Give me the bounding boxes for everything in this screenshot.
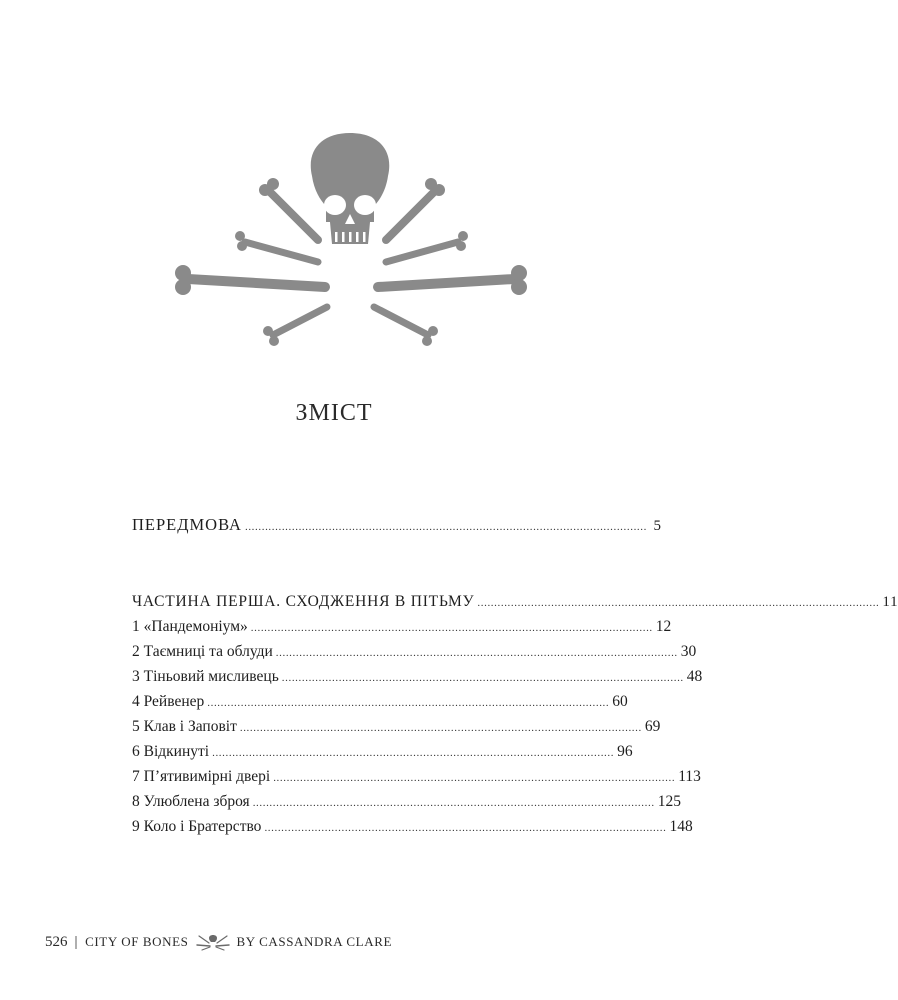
dot-leader: ........................................................................................................................ xyxy=(273,772,676,784)
toc-entry-page: 12 xyxy=(655,618,672,635)
toc-entry-label: 2 Таємниці та облуди xyxy=(132,643,273,660)
toc-entry-page: 69 xyxy=(644,718,661,735)
page-title: ЗМІСТ xyxy=(295,400,373,426)
dot-leader: ........................................................................................................................ xyxy=(207,697,610,709)
toc-entry-page: 113 xyxy=(678,768,701,785)
table-of-contents xyxy=(132,515,898,843)
toc-entry-page: 48 xyxy=(686,668,703,685)
toc-entry-chapter[interactable] xyxy=(132,718,661,743)
toc-entry-label: ПЕРЕДМОВА xyxy=(132,515,242,534)
toc-entry-label: 3 Тіньовий мисливець xyxy=(132,668,279,685)
dot-leader: ........................................................................................................................ xyxy=(239,722,642,734)
dot-leader: ........................................................................................................................ xyxy=(275,647,678,659)
toc-entry-chapter[interactable] xyxy=(132,818,693,843)
toc-entry-chapter[interactable] xyxy=(132,668,703,693)
toc-entry-page: 11 xyxy=(882,594,898,610)
dot-leader: ........................................................................................................................ xyxy=(281,672,684,684)
toc-entry-page: 60 xyxy=(612,693,628,710)
toc-entry-page: 125 xyxy=(657,793,681,810)
dot-leader: ........................................................................................................................ xyxy=(477,597,880,609)
toc-entry-label: 8 Улюблена зброя xyxy=(132,793,250,810)
dot-leader: ........................................................................................................................ xyxy=(252,797,655,809)
toc-entry-label: 7 П’ятивимірні двері xyxy=(132,768,271,785)
toc-entry-chapter[interactable] xyxy=(132,643,697,668)
page-number: 526 xyxy=(45,933,68,950)
toc-entry-part[interactable] xyxy=(132,593,898,618)
toc-entry-page: 5 xyxy=(653,518,662,534)
toc-entry-chapter[interactable] xyxy=(132,693,628,718)
toc-entry-label: 5 Клав і Заповіт xyxy=(132,718,237,735)
small-skull-icon xyxy=(195,932,231,952)
page-footer xyxy=(45,932,392,952)
book-title: CITY OF BONES xyxy=(85,934,189,949)
toc-entry-label: ЧАСТИНА ПЕРША. СХОДЖЕННЯ В ПІТЬМУ xyxy=(132,593,475,610)
dot-leader: ........................................................................................................................ xyxy=(244,521,647,533)
book-author: BY CASSANDRA CLARE xyxy=(236,934,393,949)
dot-leader: ........................................................................................................................ xyxy=(212,747,615,759)
skull-and-bones-icon xyxy=(0,0,668,400)
dot-leader: ........................................................................................................................ xyxy=(264,822,667,834)
toc-entry-chapter[interactable] xyxy=(132,793,681,818)
toc-entry-label: 6 Відкинуті xyxy=(132,743,210,760)
dot-leader: ........................................................................................................................ xyxy=(250,622,653,634)
footer-separator: | xyxy=(74,933,79,950)
toc-entry-chapter[interactable] xyxy=(132,743,633,768)
toc-entry-label: 4 Рейвенер xyxy=(132,693,205,710)
toc-entry-label: 9 Коло і Братерство xyxy=(132,818,262,835)
toc-entry-label: 1 «Пандемоніум» xyxy=(132,618,248,635)
toc-entry-page: 30 xyxy=(680,643,697,660)
toc-entry-page: 148 xyxy=(669,818,693,835)
toc-entry-page: 96 xyxy=(617,743,633,760)
toc-entry-preface[interactable] xyxy=(132,515,662,545)
toc-entry-chapter[interactable] xyxy=(132,768,701,793)
toc-entry-chapter[interactable] xyxy=(132,618,672,643)
